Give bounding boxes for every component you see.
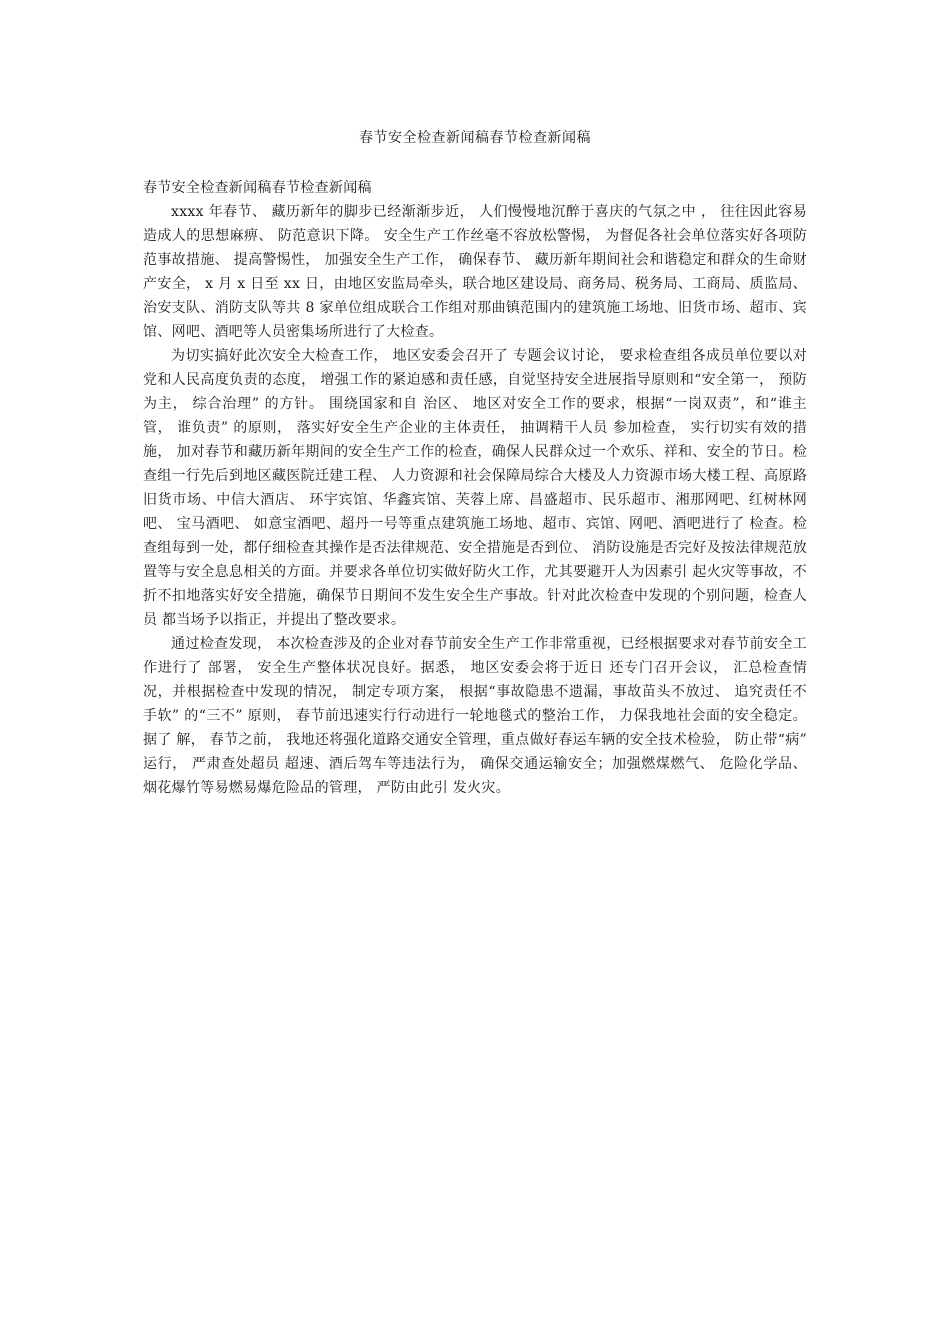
- document-subtitle: 春节安全检查新闻稿春节检查新闻稿: [143, 180, 372, 196]
- paragraph: 通过检查发现， 本次检查涉及的企业对春节前安全生产工作非常重视，已经根据要求对春节前安全工作进行了 部署， 安全生产整体状况良好。据悉， 地区安委会将于近日 还专门召开会议， 汇总检查情况，并根据检查中发现的情况， 制定专项方案， 根据“事故隐患不遗漏，事故苗头不放过、 追究责任不手软” 的“三不” 原则， 春节前迅速实行行动进行一轮地毯式的整治工作， 力保我地社会面的安全稳定。据了 解， 春节之前， 我地还将强化道路交通安全管理，重点做好春运车辆的安全技术检验， 防止带“病” 运行， 严肃查处超员 超速、酒后驾车等违法行为， 确保交通运输安全；加强燃煤燃气、 危险化学品、 烟花爆竹等易燃易爆危险品的管理， 严防由此引 发火灾。: [143, 636, 807, 796]
- document-body: [143, 176, 807, 800]
- paragraph: 为切实搞好此次安全大检查工作， 地区安委会召开了 专题会议讨论， 要求检查组各成员单位要以对党和人民高度负责的态度， 增强工作的紧迫感和责任感，自觉坚持安全进展指导原则和“安全第一， 预防为主， 综合治理” 的方针。 围绕国家和自 治区、 地区对安全工作的要求，根据“一岗双责”，和“谁主管， 谁负责” 的原则， 落实好安全生产企业的主体责任， 抽调精干人员 参加检查， 实行切实有效的措施， 加对春节和藏历新年期间的安全生产工作的检查，确保人民群众过一个欢乐、祥和、安全的节日。检查组一行先后到地区藏医院迁建工程、 人力资源和社会保障局综合大楼及人力资源市场大楼工程、高原路旧货市场、中信大酒店、 环宇宾馆、华鑫宾馆、芙蓉上席、昌盛超市、民乐超市、湘那网吧、红树林网吧、 宝马酒吧、 如意宝酒吧、超丹一号等重点建筑施工场地、超市、宾馆、网吧、酒吧进行了 检查。检查组每到一处，都仔细检查其操作是否法律规范、安全措施是否到位、 消防设施是否完好及按法律规范放置等与安全息息相关的方面。并要求各单位切实做好防火工作，尤其要避开人为因素引 起火灾等事故，不折不扣地落实好安全措施，确保节日期间不发生安全生产事故。针对此次检查中发现的个别问题，检查人员 都当场予以指正，并提出了整改要求。: [143, 348, 807, 628]
- paragraph: xxxx 年春节、 藏历新年的脚步已经渐渐步近， 人们慢慢地沉醉于喜庆的气氛之中 ， 往往因此容易造成人的思想麻痹、 防范意识下降。 安全生产工作丝毫不容放松警惕， 为督促各社会单位落实好各项防范事故措施、 提高警惕性， 加强安全生产工作， 确保春节、 藏历新年期间社会和谐稳定和群众的生命财产安全， x 月 x 日至 xx 日，由地区安监局牵头，联合地区建设局、商务局、税务局、工商局、质监局、治安支队、消防支队等共 8 家单位组成联合工作组对那曲镇范围内的建筑施工场地、旧货市场、超市、宾馆、网吧、酒吧等人员密集场所进行了大检查。: [143, 204, 807, 340]
- document-title: 春节安全检查新闻稿春节检查新闻稿: [359, 130, 591, 146]
